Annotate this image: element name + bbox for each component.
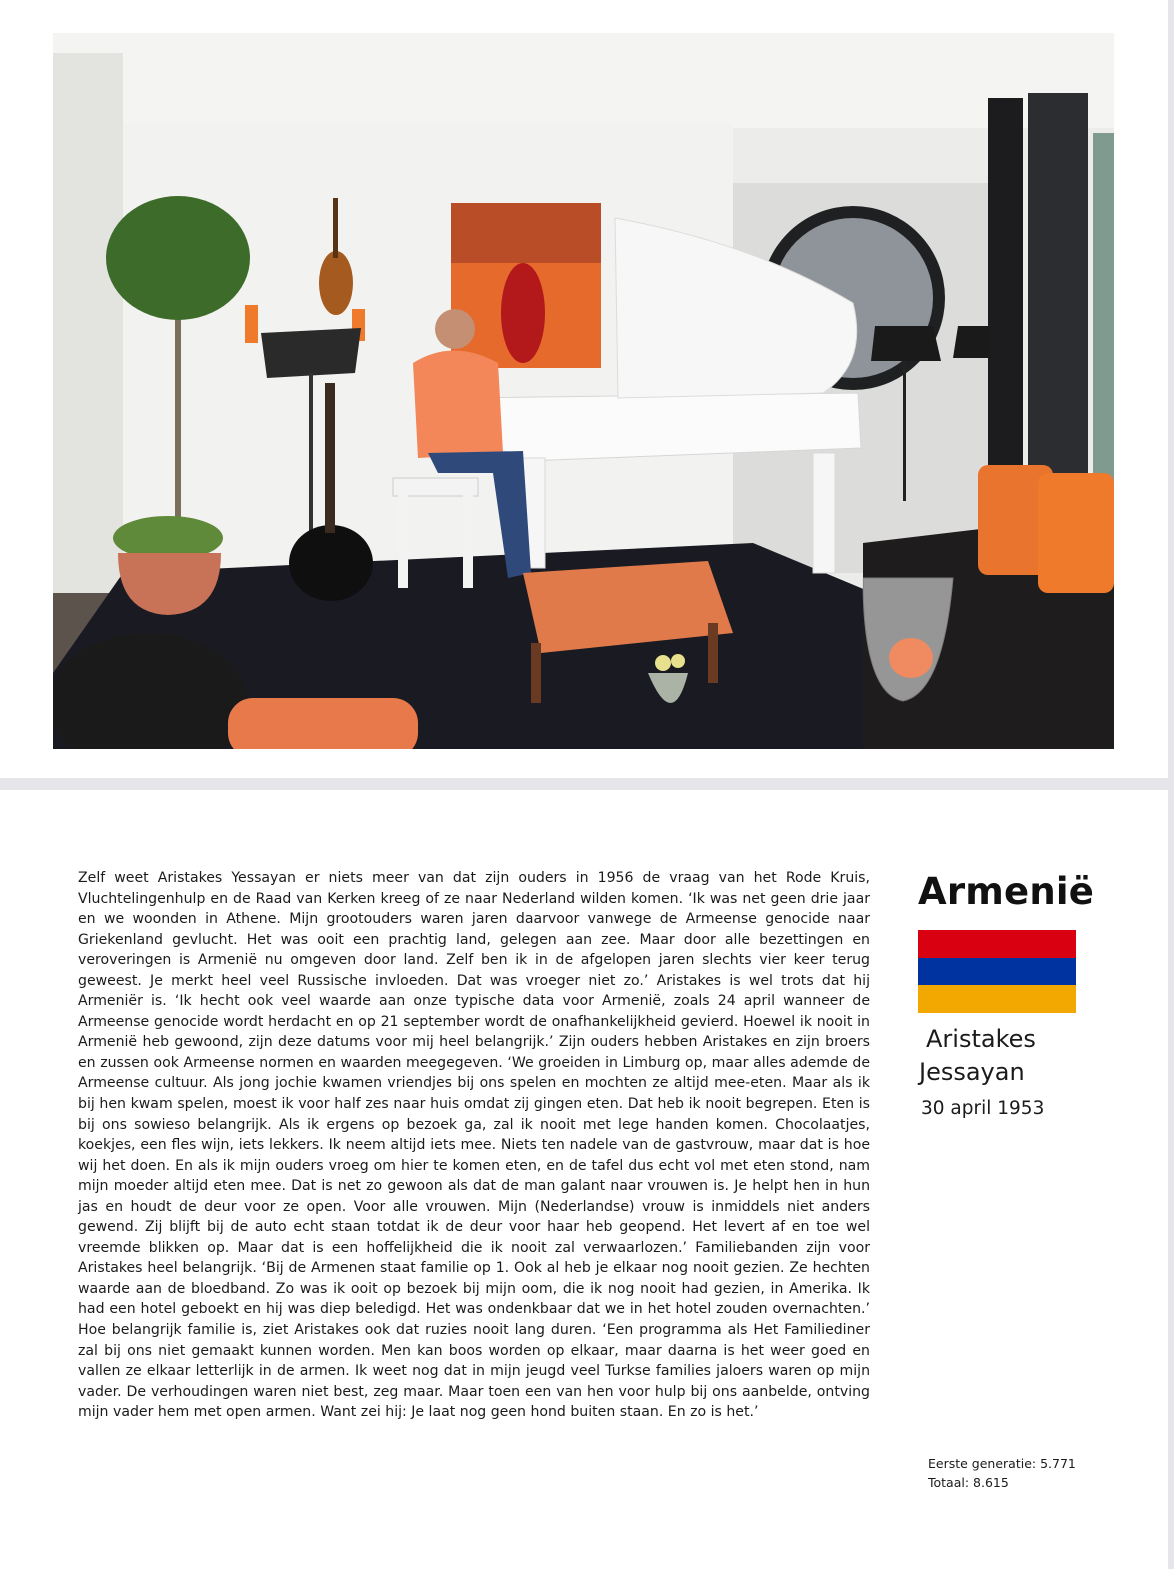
country-title: Armenië	[918, 870, 1095, 913]
article-body: Zelf weet Aristakes Yessayan er niets meer van dat zijn ouders in 1956 de vraag van het Rode Kruis, Vluchtelingenhulp en de Raad van Kerken kreeg of ze naar Nederland wilden komen. ‘Ik was net geen drie jaar en we woonden in Athene. Mijn grootouders waren jaren daarvoor vanwege de Armeense genocide naar Griekenland gevlucht. Het was ooit een prachtig land, gelegen aan zee. Maar door alle bezettingen en veroveringen is Armenië nu omgeven door land. Zelf ben ik in de afgelopen jaren slechts vier keer terug geweest. Je merkt heel veel Russische invloeden. Dat was vroeger niet zo.’ Aristakes is wel trots dat hij Armeniër is. ‘Ik hecht ook veel waarde aan onze typische data voor Armenië, zoals 24 april wanneer de Armeense genocide wordt herdacht en op 21 september wordt de onafhankelijkheid gevierd. Hoewel ik nooit in Armenië heb gewoond, zijn deze datums voor mij heel belangrijk.’ Zijn ouders hebben Aristakes en zijn broers en zussen ook Armeense normen en waarden meegegeven. ‘We groeiden in Limburg op, maar alles ademde de Armeense cultuur. Als jong jochie kwamen vriendjes bij ons spelen en mochten ze altijd mee-eten. Maar als ik bij hen kwam spelen, moest ik voor half zes naar huis omdat zij gingen eten. Dat heb ik nooit begrepen. Eten is bij ons sowieso belangrijk. Als ik ergens op bezoek ga, zal ik nooit met lege handen komen. Chocolaatjes, koekjes, een fles wijn, iets lekkers. Ik neem altijd iets mee. Niets ten nadele van de gastvrouw, maar dat is hoe wij het doen. En als ik mijn ouders vroeg om hier te komen eten, en de tafel dus echt vol met eten stond, nam mijn moeder altijd eten mee. Dat is net zo gewoon als dat de man galant naar vrouwen is. Je helpt hen in hun jas en houdt de deur voor ze open. Voor alle vrouwen. Mijn (Nederlandse) vrouw is inmiddels niet anders gewend. Zij blijft bij de auto echt staan totdat ik de deur voor haar heb geopend. Het levert af en toe wel vreemde blikken op. Maar dat is een hoffelijkheid die ik nooit zal verwaarlozen.’ Familiebanden zijn voor Aristakes heel belangrijk. ‘Bij de Armenen staat familie op 1. Ook al heb je elkaar nog nooit gezien. Ze hechten waarde aan de bloedband. Zo was ik ooit op bezoek bij mijn oom, die ik nog nooit had gezien, in Amerika. Ik had een hotel geboekt en hij was diep beledigd. Het was ondenkbaar dat we in het hotel zouden overnachten.’ Hoe belangrijk familie is, ziet Aristakes ook dat ruzies nooit lang duren. ‘Een programma als Het Familiediner zal bij ons niet gemaakt kunnen worden. Men kan boos worden op elkaar, maar daarna is het weer goed en vallen ze elkaar letterlijk in de armen. Ik weet nog dat in mijn jeugd veel Turkse families jaloers waren op mijn vader. De verhoudingen waren niet best, zeg maar. Maar toen een van hen voor hulp bij ons aanbelde, ontving mijn vader hem met open armen. Want zei hij: Je laat nog geen hond buiten staan. En zo is het.’	[78, 870, 870, 1421]
stat-total: Totaal: 8.615	[928, 1475, 1009, 1490]
person-last-name: Jessayan	[919, 1058, 1025, 1086]
armenia-flag	[918, 930, 1076, 1013]
flag-stripe-orange	[918, 985, 1076, 1013]
person-first-name: Aristakes	[926, 1025, 1036, 1053]
portrait-photo	[53, 33, 1114, 749]
stat-first-generation: Eerste generatie: 5.771	[928, 1456, 1076, 1471]
living-room-scene	[53, 33, 1114, 749]
birth-date: 30 april 1953	[921, 1098, 1045, 1119]
flag-stripe-red	[918, 930, 1076, 958]
bottom-page	[0, 790, 1168, 1569]
flag-stripe-blue	[918, 958, 1076, 986]
top-page	[0, 0, 1168, 778]
